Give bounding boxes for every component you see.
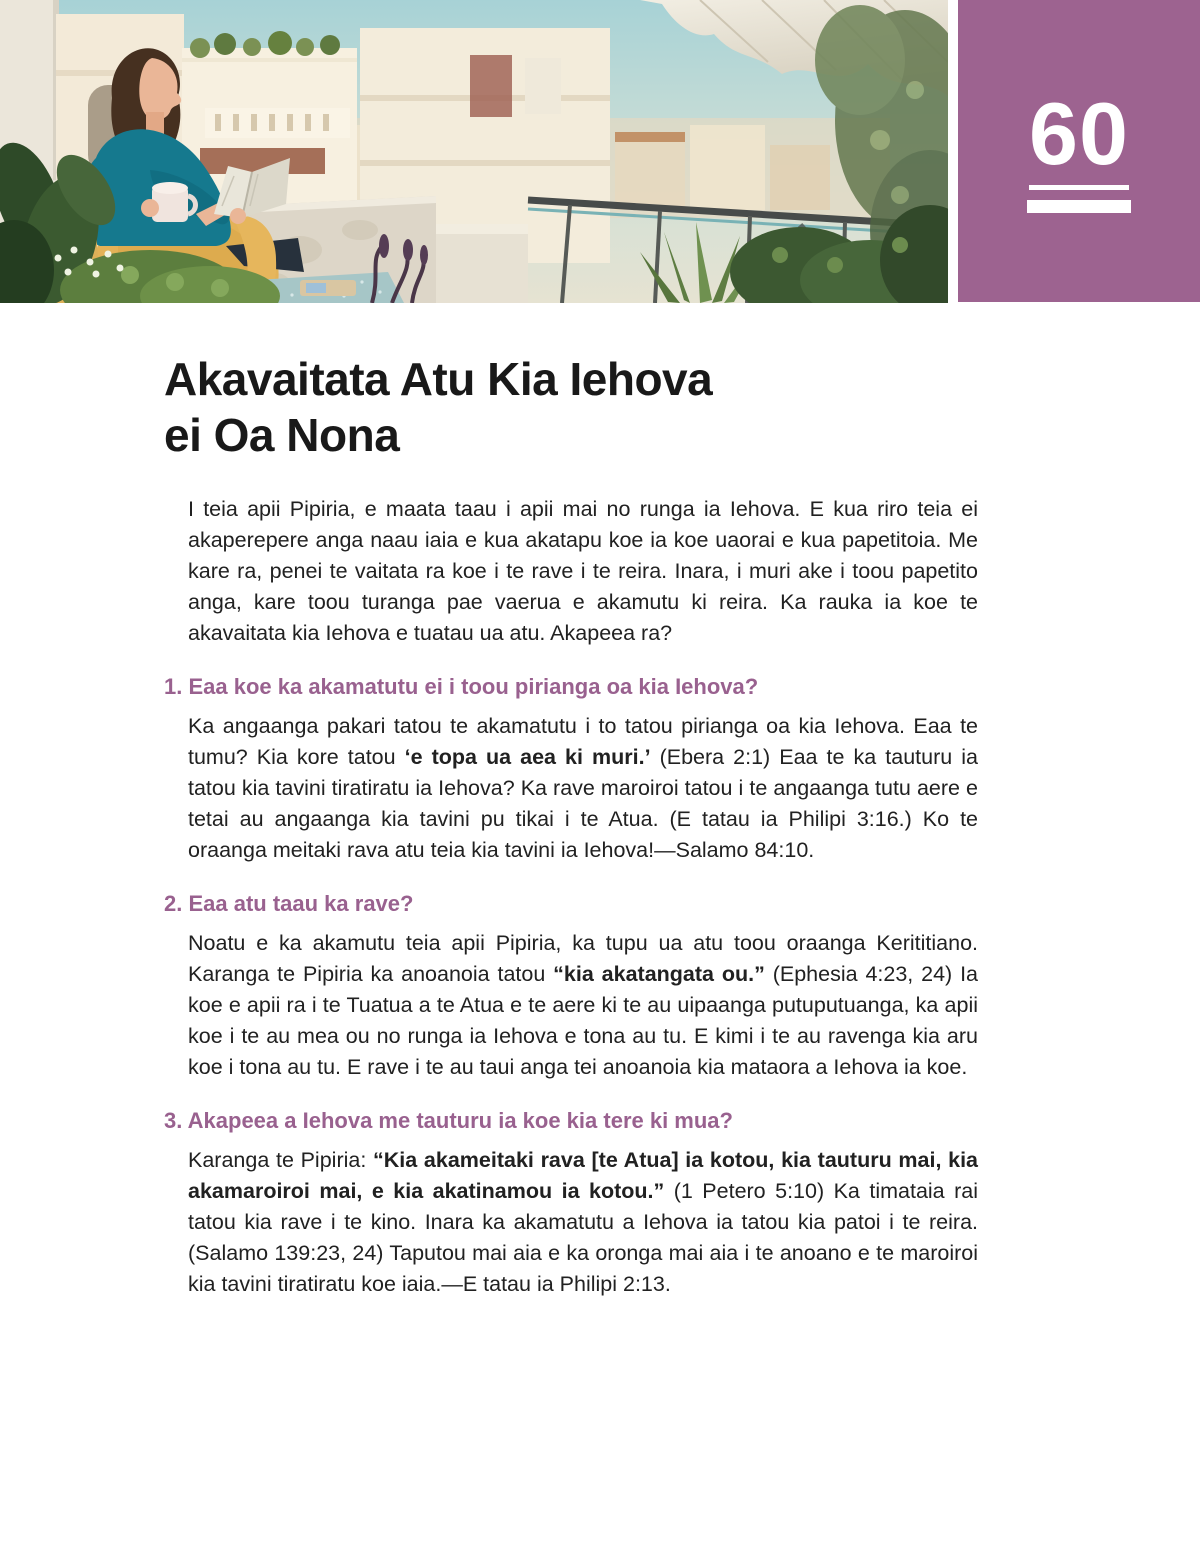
section-3-paragraph: Karanga te Pipiria: “Kia akameitaki rava [te Atua] ia kotou, kia tauturu mai, kia akamaroiroi mai, e kia akatinamou ia kotou.” (1 Petero 5:10) Ka timataia rai tatou kia rave i te kino. Inara ka akamatutu a Iehova ia tatou kia patoi i te reira. (Salamo 139:23, 24) Taputou mai aia e ka oronga mai aia i te anoano e te maroiroi kia tavini tiratiratu koe iaia.—E tatau ia Philipi 2:13. (188, 1147, 979, 1296)
section-1-paragraph: Ka angaanga pakari tatou te akamatutu i to tatou pirianga oa kia Iehova. Eaa te tumu? Kia kore tatou ‘e topa ua aea ki muri.’ (Ebera 2:1) Eaa te ka tauturu ia tatou kia tavini tiratiratu ia Iehova? Ka rave maroiroi tatou i te angaanga tutu aere e tetai au angaanga kia tavini pu tikai i te Atua. (E tatau ia Philipi 3:16.) Ko te oraanga meitaki rava atu teia kia tavini ia Iehova!—Salamo 84:10. (188, 713, 978, 862)
header-photo (0, 0, 948, 303)
page-header (0, 0, 1200, 303)
intro-paragraph: I teia apii Pipiria, e maata taau i apii mai no runga ia Iehova. E kua riro teia ei akaperepere anga naau iaia e kua akatapu koe ia koe uaorai e kua papetitoia. Me kare ra, penei te vaitata ra koe i te rave i te reira. Inara, i muri ake i toou papetito anga, kare toou turanga pae vaerua e akamutu ki reira. Ka rauka ia koe te akavaitata kia Iehova e tuatau ua atu. Akapeea ra? (188, 496, 978, 645)
balcony-scene-illustration (0, 0, 948, 303)
section-2-heading: 2. Eaa atu taau ka rave? (164, 890, 414, 916)
chapter-number-block (958, 0, 1200, 302)
chapter-number-underline (1027, 200, 1131, 213)
chapter-number: 60 (1029, 90, 1129, 190)
lesson-content (164, 303, 980, 1300)
section-3-heading: 3. Akapeea a Iehova me tauturu ia koe kia tere ki mua? (164, 1107, 733, 1133)
section-1-heading: 1. Eaa koe ka akamatutu ei i toou pirianga oa kia Iehova? (164, 673, 759, 699)
page-title-line-1: Akavaitata Atu Kia Iehova (164, 353, 713, 405)
page-title-line-2: ei Oa Nona (164, 409, 400, 461)
section-2-paragraph: Noatu e ka akamutu teia apii Pipiria, ka tupu ua atu toou oraanga Kerititiano. Karanga te Pipiria ka anoanoia tatou “kia akatangata ou.” (Ephesia 4:23, 24) Ia koe e apii ra i te Tuatua a te Atua e te aere ki te au uipaanga putuputuanga, ka apii koe i te au mea ou no runga ia Iehova e tona au tu. E kimi i te au ravenga kia aru koe i tona au tu. E rave i te au taui anga tei anoanoia kia mataora a Iehova ia koe. (188, 930, 978, 1079)
page-title (164, 351, 980, 463)
